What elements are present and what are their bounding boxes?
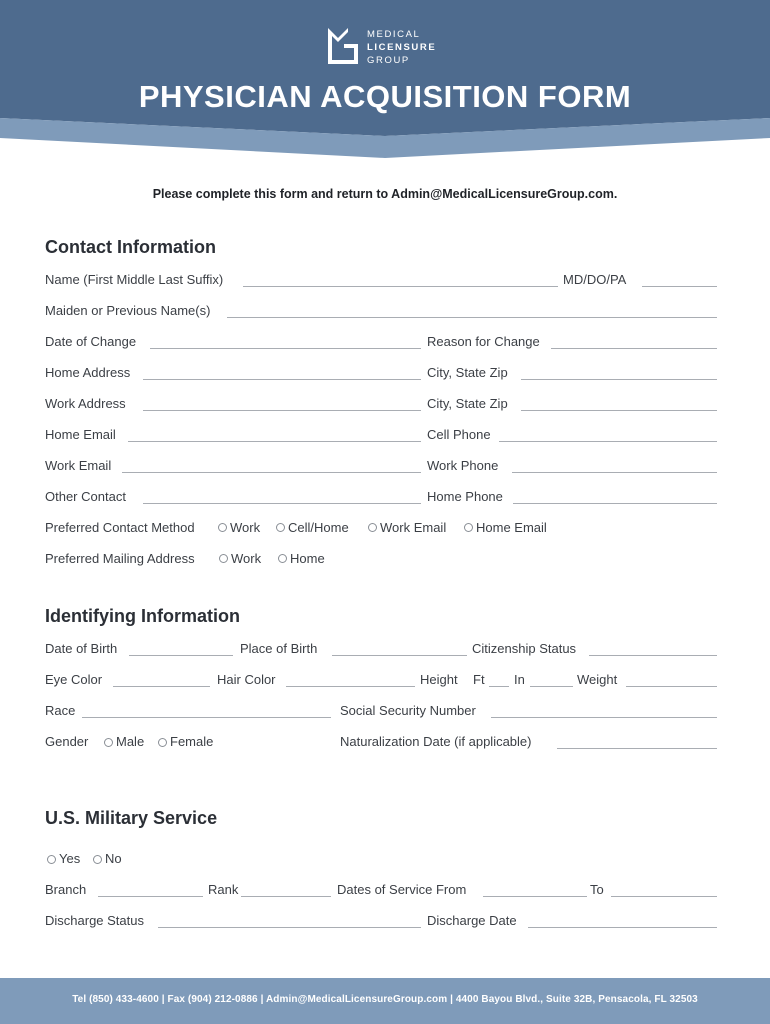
degree-label: MD/DO/PA bbox=[563, 272, 627, 287]
place-of-birth-label: Place of Birth bbox=[240, 641, 318, 656]
dates-of-service-from-label: Dates of Service From bbox=[337, 882, 467, 897]
method-work-email-label: Work Email bbox=[380, 520, 447, 535]
eye-color-label: Eye Color bbox=[45, 672, 103, 687]
work-city-state-zip-field[interactable] bbox=[521, 410, 717, 411]
dates-of-service-from-field[interactable] bbox=[483, 896, 587, 897]
page-title: PHYSICIAN ACQUISITION FORM bbox=[138, 79, 632, 114]
height-label: Height bbox=[420, 672, 458, 687]
work-address-field[interactable] bbox=[143, 410, 421, 411]
gender-male-label: Male bbox=[116, 734, 145, 749]
preferred-mailing-address-label: Preferred Mailing Address bbox=[45, 551, 195, 566]
logo-line-group: GROUP bbox=[367, 55, 410, 66]
reason-for-change-label: Reason for Change bbox=[427, 334, 540, 349]
weight-label: Weight bbox=[577, 672, 618, 687]
cell-phone-field[interactable] bbox=[499, 441, 717, 442]
home-phone-label: Home Phone bbox=[427, 489, 503, 504]
work-phone-label: Work Phone bbox=[427, 458, 499, 473]
reason-for-change-field[interactable] bbox=[551, 348, 717, 349]
identifying-section-title: Identifying Information bbox=[45, 606, 240, 626]
discharge-status-field[interactable] bbox=[158, 927, 421, 928]
gender-label: Gender bbox=[45, 734, 89, 749]
military-no-radio[interactable] bbox=[93, 855, 102, 864]
method-cell-home-label: Cell/Home bbox=[288, 520, 349, 535]
logo-line-medical: MEDICAL bbox=[367, 29, 421, 40]
footer-contact-text: Tel (850) 433-4600 | Fax (904) 212-0886 | Admin@MedicalLicensureGroup.com | 4400 Bayou Blvd., Suite 32B, Pensacola, FL 32503 bbox=[72, 994, 698, 1005]
method-home-email-label: Home Email bbox=[476, 520, 547, 535]
mailing-work-label: Work bbox=[231, 551, 262, 566]
branch-field[interactable] bbox=[98, 896, 203, 897]
home-address-label: Home Address bbox=[45, 365, 131, 380]
contact-section-title: Contact Information bbox=[45, 237, 216, 257]
discharge-date-field[interactable] bbox=[528, 927, 717, 928]
footer-bar bbox=[0, 978, 770, 1024]
home-email-field[interactable] bbox=[128, 441, 421, 442]
work-address-label: Work Address bbox=[45, 396, 126, 411]
home-city-state-zip-field[interactable] bbox=[521, 379, 717, 380]
height-in-label: In bbox=[514, 672, 525, 687]
height-ft-field[interactable] bbox=[489, 686, 509, 687]
work-email-field[interactable] bbox=[122, 472, 421, 473]
hair-color-label: Hair Color bbox=[217, 672, 276, 687]
other-contact-label: Other Contact bbox=[45, 489, 126, 504]
method-home-email-radio[interactable] bbox=[464, 523, 473, 532]
date-of-change-field[interactable] bbox=[150, 348, 421, 349]
method-work-radio[interactable] bbox=[218, 523, 227, 532]
gender-female-radio[interactable] bbox=[158, 738, 167, 747]
date-of-change-label: Date of Change bbox=[45, 334, 137, 349]
cell-phone-label: Cell Phone bbox=[427, 427, 491, 442]
discharge-status-label: Discharge Status bbox=[45, 913, 144, 928]
weight-field[interactable] bbox=[626, 686, 717, 687]
mailing-home-radio[interactable] bbox=[278, 554, 287, 563]
military-yes-radio[interactable] bbox=[47, 855, 56, 864]
home-city-state-zip-label: City, State Zip bbox=[427, 365, 508, 380]
rank-label: Rank bbox=[208, 882, 239, 897]
rank-field[interactable] bbox=[241, 896, 331, 897]
military-section-title: U.S. Military Service bbox=[45, 808, 218, 828]
place-of-birth-field[interactable] bbox=[332, 655, 467, 656]
height-ft-label: Ft bbox=[473, 672, 485, 687]
ssn-field[interactable] bbox=[491, 717, 717, 718]
work-email-label: Work Email bbox=[45, 458, 112, 473]
eye-color-field[interactable] bbox=[113, 686, 210, 687]
maiden-name-field[interactable] bbox=[227, 317, 717, 318]
branch-label: Branch bbox=[45, 882, 87, 897]
mailing-home-label: Home bbox=[290, 551, 325, 566]
name-field[interactable] bbox=[243, 286, 558, 287]
name-label: Name (First Middle Last Suffix) bbox=[45, 272, 224, 287]
other-contact-field[interactable] bbox=[143, 503, 421, 504]
method-cell-home-radio[interactable] bbox=[276, 523, 285, 532]
ssn-label: Social Security Number bbox=[340, 703, 476, 718]
height-in-field[interactable] bbox=[530, 686, 573, 687]
logo-text bbox=[367, 28, 436, 67]
hair-color-field[interactable] bbox=[286, 686, 415, 687]
work-phone-field[interactable] bbox=[512, 472, 717, 473]
naturalization-date-field[interactable] bbox=[557, 748, 717, 749]
date-of-birth-field[interactable] bbox=[129, 655, 233, 656]
header-banner bbox=[0, 0, 770, 160]
method-work-label: Work bbox=[230, 520, 261, 535]
dates-of-service-to-field[interactable] bbox=[611, 896, 717, 897]
naturalization-date-label: Naturalization Date (if applicable) bbox=[340, 734, 532, 749]
home-address-field[interactable] bbox=[143, 379, 421, 380]
company-logo bbox=[326, 26, 446, 68]
date-of-birth-label: Date of Birth bbox=[45, 641, 118, 656]
logo-mark-icon bbox=[326, 26, 360, 66]
gender-male-radio[interactable] bbox=[104, 738, 113, 747]
military-yes-label: Yes bbox=[59, 851, 81, 866]
method-work-email-radio[interactable] bbox=[368, 523, 377, 532]
dates-of-service-to-label: To bbox=[590, 882, 604, 897]
degree-field[interactable] bbox=[642, 286, 717, 287]
home-email-label: Home Email bbox=[45, 427, 116, 442]
citizenship-status-field[interactable] bbox=[589, 655, 717, 656]
citizenship-status-label: Citizenship Status bbox=[472, 641, 577, 656]
race-field[interactable] bbox=[82, 717, 331, 718]
maiden-name-label: Maiden or Previous Name(s) bbox=[45, 303, 211, 318]
preferred-contact-method-label: Preferred Contact Method bbox=[45, 520, 195, 535]
work-city-state-zip-label: City, State Zip bbox=[427, 396, 508, 411]
race-label: Race bbox=[45, 703, 76, 718]
gender-female-label: Female bbox=[170, 734, 214, 749]
discharge-date-label: Discharge Date bbox=[427, 913, 517, 928]
military-no-label: No bbox=[105, 851, 122, 866]
mailing-work-radio[interactable] bbox=[219, 554, 228, 563]
instruction-text: Please complete this form and return to Admin@MedicalLicensureGroup.com. bbox=[152, 187, 618, 201]
logo-line-licensure: LICENSURE bbox=[367, 42, 437, 53]
home-phone-field[interactable] bbox=[513, 503, 717, 504]
